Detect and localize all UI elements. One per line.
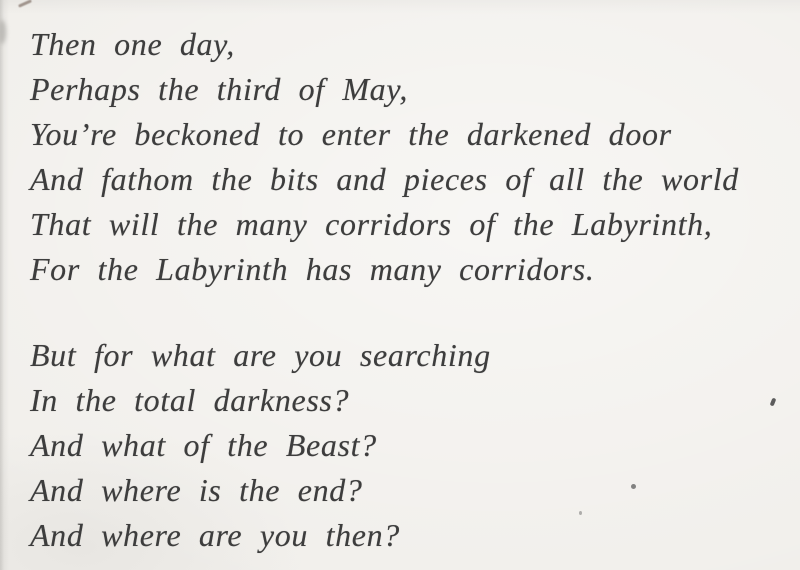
poem-line: You’re beckoned to enter the darkened door: [30, 116, 672, 152]
poem-text: [30, 22, 739, 558]
poem-line: That will the many corridors of the Labyrinth,: [30, 206, 713, 242]
poem-line: Then one day,: [30, 26, 235, 62]
poem-line: And what of the Beast?: [30, 427, 377, 463]
poem-line: Perhaps the third of May,: [30, 71, 409, 107]
poem-stanza-2: [30, 333, 739, 558]
scan-left-edge-shade: [0, 0, 4, 570]
poem-line: And where are you then?: [30, 517, 400, 553]
poem-line: But for what are you searching: [30, 337, 491, 373]
ink-speck: [770, 398, 777, 407]
scan-edge-smudge: [0, 20, 6, 44]
poem-line: And where is the end?: [30, 472, 363, 508]
poem-line: And fathom the bits and pieces of all the world: [30, 161, 739, 197]
pen-mark-top-left: [18, 0, 32, 8]
poem-line: In the total darkness?: [30, 382, 350, 418]
ink-speck: [631, 484, 636, 489]
poem-line: For the Labyrinth has many corridors.: [30, 251, 595, 287]
ink-speck: [579, 511, 582, 515]
poem-stanza-1: [30, 22, 739, 292]
